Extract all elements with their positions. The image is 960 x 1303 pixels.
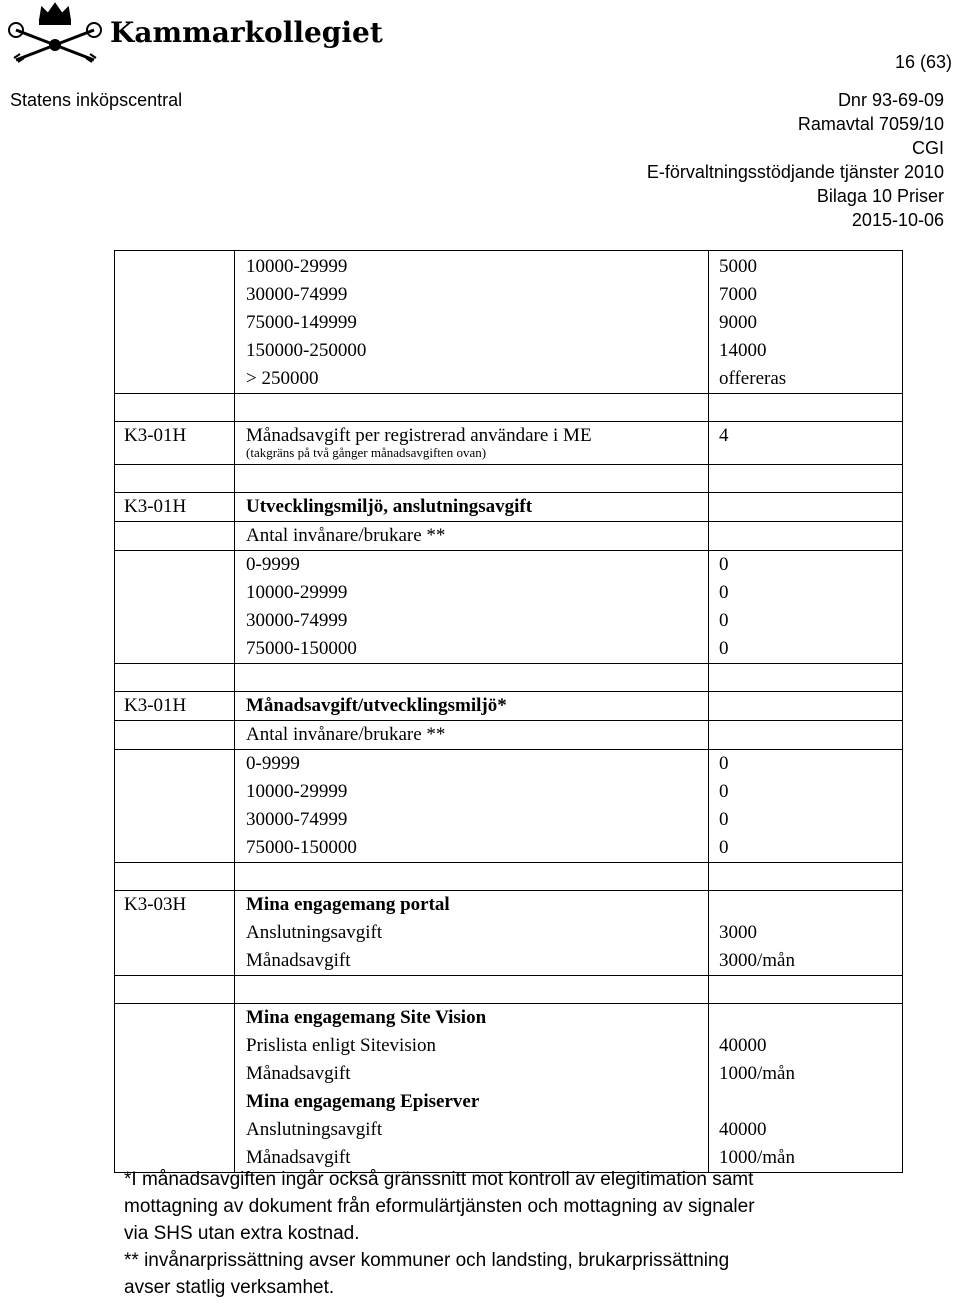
table-row [115, 891, 903, 976]
tier-range: 75000-150000 [246, 638, 357, 659]
tier-price: 9000 [719, 312, 757, 333]
table-row [115, 493, 903, 522]
item-label: Månadsavgift [246, 950, 351, 971]
article-code: K3-01H [124, 695, 187, 716]
tier-price: 0 [719, 753, 729, 774]
row-title: Utvecklingsmiljö, anslutningsavgift [246, 496, 533, 517]
row-title: Mina engagemang Episerver [246, 1091, 480, 1112]
item-label: Prislista enligt Sitevision [246, 1035, 437, 1056]
row-subtitle: Antal invånare/brukare ** [246, 525, 446, 546]
tier-price: 0 [719, 554, 729, 575]
spacer-row [115, 664, 903, 692]
item-price: 3000 [719, 922, 757, 943]
appendix: Bilaga 10 Priser [816, 186, 944, 206]
footnote-line: *I månadsavgiften ingår också gränssnitt mot kontroll av elegitimation samt [124, 1169, 754, 1190]
item-price: 1000/mån [719, 1063, 795, 1084]
spacer-row [115, 394, 903, 422]
row-title: Mina engagemang portal [246, 894, 450, 915]
table-row [115, 522, 903, 551]
tier-range: 10000-29999 [246, 781, 348, 802]
tier-range: > 250000 [246, 368, 319, 389]
item-label: Månadsavgift [246, 1063, 351, 1084]
article-code: K3-03H [124, 894, 187, 915]
item-price: 40000 [719, 1119, 767, 1140]
framework: E-förvaltningsstödjande tjänster 2010 [646, 162, 944, 182]
spacer-row [115, 863, 903, 891]
tier-price: 0 [719, 638, 729, 659]
tier-price: 0 [719, 610, 729, 631]
table-row [115, 1004, 903, 1173]
item-label: Anslutningsavgift [246, 922, 383, 943]
tier-range: 0-9999 [246, 554, 300, 575]
tier-range: 30000-74999 [246, 284, 348, 305]
footnote-line: mottagning av dokument från eformulärtjänsten och mottagning av signaler [124, 1196, 755, 1217]
item-price: 1000/mån [719, 1147, 795, 1168]
brand-name: Kammarkollegiet [110, 16, 383, 49]
tier-price: 0 [719, 809, 729, 830]
item-price: 40000 [719, 1035, 767, 1056]
organization: Statens inköpscentral [10, 90, 183, 110]
item-label: Anslutningsavgift [246, 1119, 383, 1140]
footnote-line: via SHS utan extra kostnad. [124, 1223, 360, 1244]
ramavtal: Ramavtal 7059/10 [797, 114, 944, 134]
row-title: Månadsavgift/utvecklingsmiljö* [246, 695, 507, 716]
supplier: CGI [911, 138, 944, 158]
row-title: Mina engagemang Site Vision [246, 1007, 487, 1028]
tier-price: 0 [719, 781, 729, 802]
tier-range: 10000-29999 [246, 256, 348, 277]
tier-range: 75000-150000 [246, 837, 357, 858]
tier-range: 75000-149999 [246, 312, 357, 333]
item-label: Månadsavgift [246, 1147, 351, 1168]
table-row [115, 551, 903, 664]
footnotes [124, 1166, 755, 1301]
article-code: K3-01H [124, 425, 187, 446]
tier-range: 0-9999 [246, 753, 300, 774]
table-row [115, 251, 903, 394]
item-price: 3000/mån [719, 950, 795, 971]
tier-price: 7000 [719, 284, 757, 305]
document-date: 2015-10-06 [851, 210, 944, 230]
tier-price: 0 [719, 582, 729, 603]
footnote-line: avser statlig verksamhet. [124, 1277, 335, 1298]
spacer-row [115, 976, 903, 1004]
row-subtitle: Antal invånare/brukare ** [246, 724, 446, 745]
table-row [115, 721, 903, 750]
tier-price: offereras [719, 368, 787, 389]
table-row [115, 750, 903, 863]
page-number: 16 (63) [894, 52, 952, 72]
row-note: (takgräns på två gånger månadsavgiften ovan) [246, 445, 487, 460]
dnr: Dnr 93-69-09 [837, 90, 944, 110]
tier-range: 30000-74999 [246, 809, 348, 830]
spacer-row [115, 465, 903, 493]
footnote-line: ** invånarprissättning avser kommuner och landsting, brukarprissättning [124, 1250, 730, 1271]
row-title: Månadsavgift per registrerad användare i ME [246, 425, 592, 446]
kammarkollegiet-logo-icon [6, 2, 104, 66]
table-row [115, 692, 903, 721]
tier-range: 150000-250000 [246, 340, 367, 361]
tier-price: 5000 [719, 256, 757, 277]
tier-price: 0 [719, 837, 729, 858]
table-row [115, 422, 903, 465]
tier-price: 14000 [719, 340, 767, 361]
price-table [114, 250, 903, 1173]
tier-range: 10000-29999 [246, 582, 348, 603]
tier-range: 30000-74999 [246, 610, 348, 631]
article-code: K3-01H [124, 496, 187, 517]
row-price: 4 [719, 425, 729, 446]
